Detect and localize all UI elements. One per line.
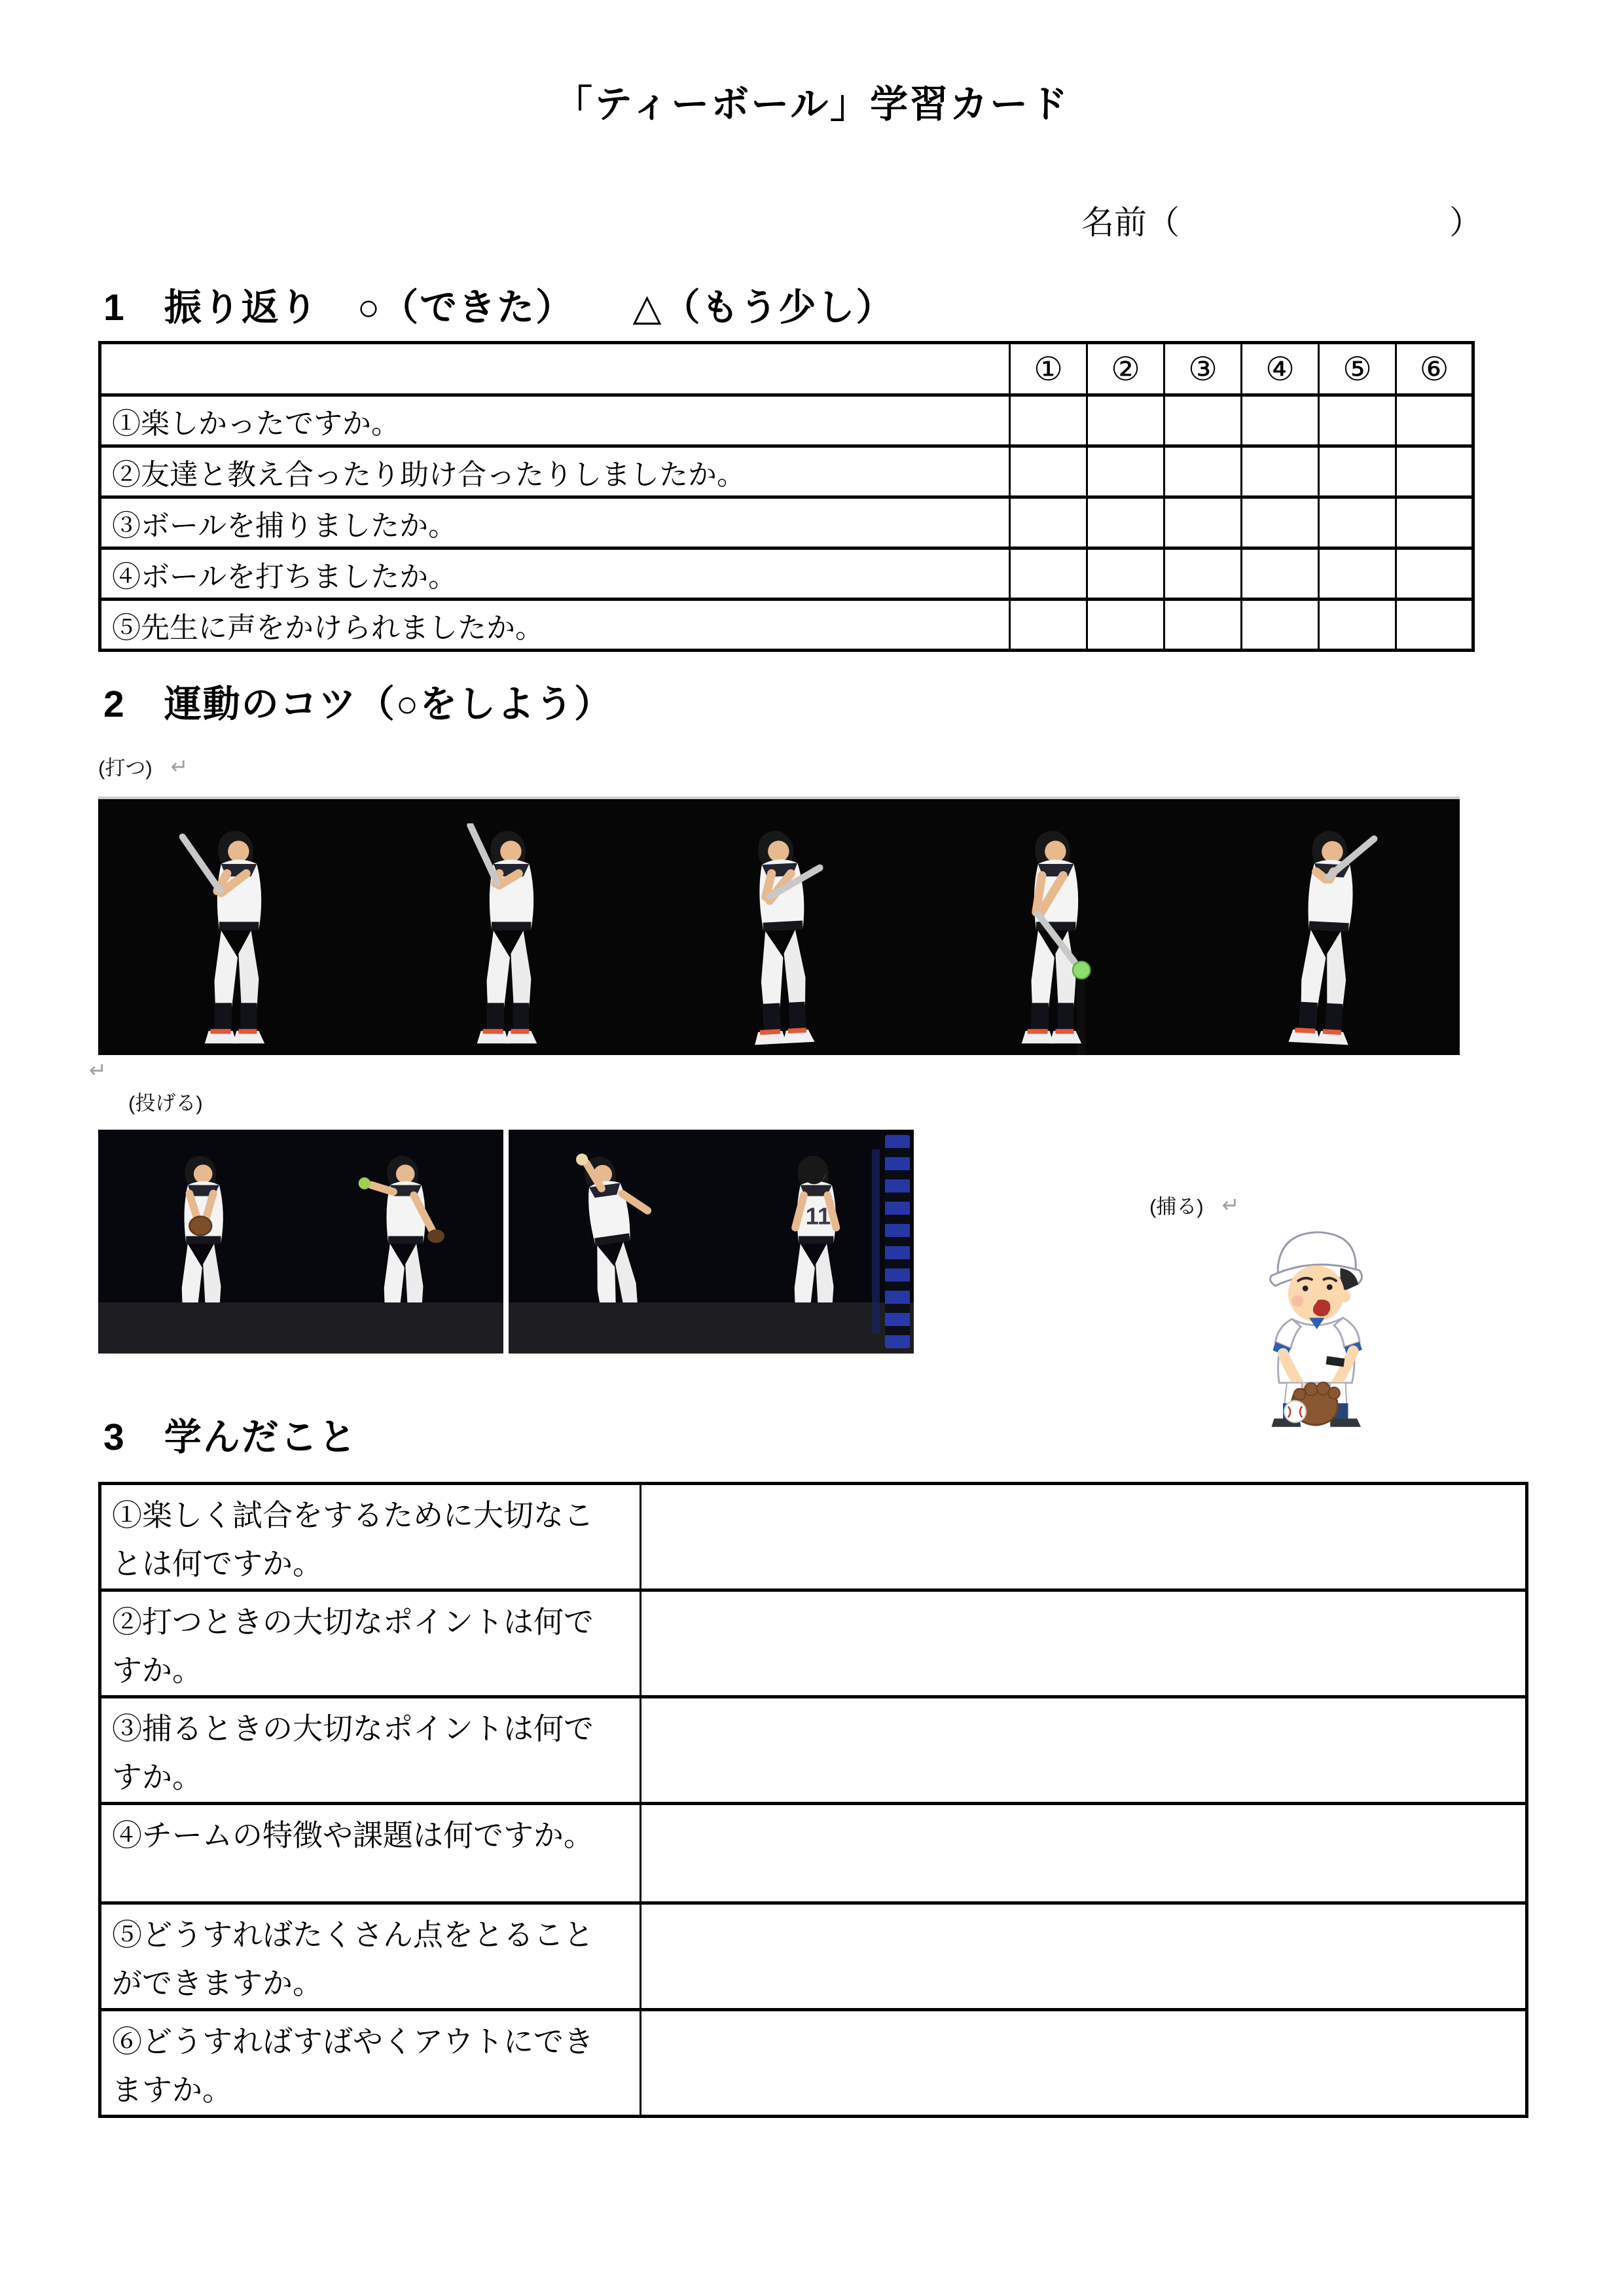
stage-light-decor [872,1149,880,1334]
batting-frame-5 [1187,799,1460,1055]
table-row [100,548,1473,600]
section2-heading: 2 運動のコツ（○をしよう） [103,683,613,725]
mark-cell[interactable] [1319,497,1396,548]
mark-cell[interactable] [1010,446,1087,497]
table-row [100,446,1473,497]
mark-cell[interactable] [1164,600,1242,651]
catching-illustration [1233,1220,1386,1435]
name-field [1081,196,1482,243]
column-header-lesson2: ② [1087,343,1164,395]
mark-cell[interactable] [1319,395,1396,446]
name-label: 名前（ [1081,204,1180,241]
reflection-table [98,341,1475,652]
section3-heading: 3 学んだこと [103,1416,357,1458]
learning-question: ②打つときの大切なポイントは何ですか。 [100,1590,641,1697]
mark-cell[interactable] [1164,395,1242,446]
learnings-table [98,1482,1528,2118]
stage-light-decor [885,1135,910,1348]
answer-cell[interactable] [641,2010,1527,2117]
paragraph-mark-icon: ↵ [170,753,189,779]
mark-cell[interactable] [1242,446,1319,497]
paragraph-mark-icon: ↵ [89,1058,107,1083]
reflection-question: ②友達と教え合ったり助け合ったりしましたか。 [100,446,1010,497]
column-header-lesson6: ⑥ [1396,343,1473,395]
mark-cell[interactable] [1087,600,1164,651]
mark-cell[interactable] [1396,497,1473,548]
table-row [100,1804,1527,1903]
mark-cell[interactable] [1010,548,1087,600]
table-row [100,1697,1527,1804]
batting-frame-1 [98,799,370,1055]
answer-cell[interactable] [641,1484,1527,1590]
mark-cell[interactable] [1164,446,1242,497]
reflection-header-blank [100,343,1010,395]
reflection-question: ③ボールを捕りましたか。 [100,497,1010,548]
mark-cell[interactable] [1319,446,1396,497]
mark-cell[interactable] [1319,600,1396,651]
batting-sequence-photo [98,799,1460,1055]
mark-cell[interactable] [1087,548,1164,600]
name-paren-close: ） [1449,204,1482,241]
hit-label-row [98,751,188,781]
mark-cell[interactable] [1242,600,1319,651]
throw-label-row [128,1086,203,1116]
mark-cell[interactable] [1164,548,1242,600]
mark-cell[interactable] [1010,600,1087,651]
catch-label-row [1149,1190,1239,1219]
batting-frame-3 [643,799,915,1055]
learning-question: ④チームの特徴や課題は何ですか。 [100,1804,641,1903]
mark-cell[interactable] [1319,548,1396,600]
table-row [100,497,1473,548]
mark-cell[interactable] [1010,497,1087,548]
reflection-question: ⑤先生に声をかけられましたか。 [100,600,1010,651]
photo-floor [509,1302,914,1354]
photo-floor [98,1302,503,1354]
batting-frame-4 [915,799,1187,1055]
table-row [100,1590,1527,1697]
answer-cell[interactable] [641,1903,1527,2010]
throwing-panel-1 [98,1130,503,1354]
mark-cell[interactable] [1010,395,1087,446]
hit-label: (打つ) [98,757,153,780]
mark-cell[interactable] [1242,548,1319,600]
jersey-number: 11 [805,1202,831,1230]
table-row [100,2010,1527,2117]
table-row [100,1903,1527,2010]
reflection-question: ④ボールを打ちましたか。 [100,548,1010,600]
mark-cell[interactable] [1087,497,1164,548]
throwing-panel-2 [509,1130,914,1354]
mark-cell[interactable] [1087,446,1164,497]
section1-heading: 1 振り返り ○（できた） △（もう少し） [103,287,895,329]
learning-question: ③捕るときの大切なポイントは何ですか。 [100,1697,641,1804]
mark-cell[interactable] [1396,446,1473,497]
paragraph-mark-icon: ↵ [1221,1192,1240,1217]
mark-cell[interactable] [1164,497,1242,548]
mark-cell[interactable] [1396,600,1473,651]
answer-cell[interactable] [641,1697,1527,1804]
mark-cell[interactable] [1396,395,1473,446]
table-row [100,1484,1527,1590]
reflection-header-row [100,343,1473,395]
reflection-question: ①楽しかったですか。 [100,395,1010,446]
batting-frame-2 [370,799,643,1055]
column-header-lesson1: ① [1010,343,1087,395]
learning-question: ⑥どうすればすばやくアウトにできますか。 [100,2010,641,2117]
mark-cell[interactable] [1087,395,1164,446]
column-header-lesson3: ③ [1164,343,1242,395]
answer-cell[interactable] [641,1590,1527,1697]
table-row [100,395,1473,446]
mark-cell[interactable] [1242,395,1319,446]
column-header-lesson4: ④ [1242,343,1319,395]
throwing-sequence-photo [98,1130,914,1354]
answer-cell[interactable] [641,1804,1527,1903]
column-header-lesson5: ⑤ [1319,343,1396,395]
name-input-blank[interactable] [1180,206,1449,243]
mark-cell[interactable] [1396,548,1473,600]
mark-cell[interactable] [1242,497,1319,548]
throw-label: (投げる) [128,1092,203,1115]
page-title: 「ティーボール」学習カード [554,83,1070,126]
learning-question: ①楽しく試合をするために大切なことは何ですか。 [100,1484,641,1590]
catch-label: (捕る) [1149,1195,1204,1218]
learning-question: ⑤どうすればたくさん点をとることができますか。 [100,1903,641,2010]
table-row [100,600,1473,651]
